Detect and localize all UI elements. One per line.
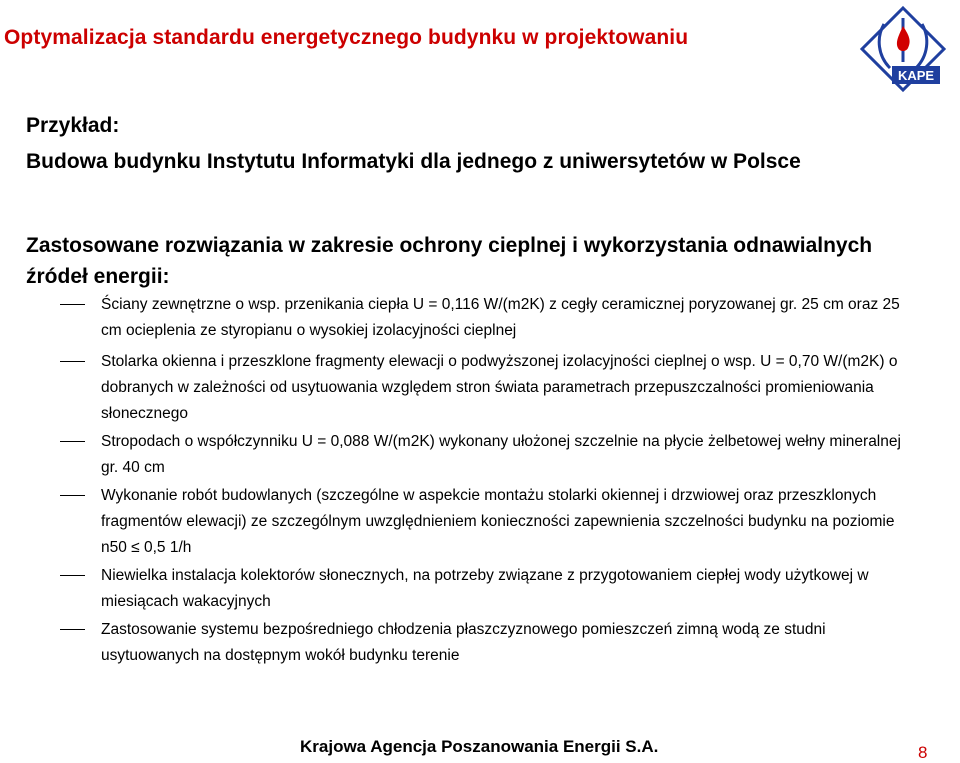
list-item-text: Wykonanie robót budowlanych (szczególne w aspekcie montażu stolarki okiennej i drzwiowej oraz przeszklonych fragmentów elewacji) ze szczególnym uwzględnieniem konieczności zapewnienia szczelności budynku na poziomie n50 ≤ 0,5 1/h bbox=[101, 487, 895, 556]
example-title: Budowa budynku Instytutu Informatyki dla jednego z uniwersytetów w Polsce bbox=[26, 150, 801, 173]
dash-marker bbox=[60, 575, 85, 576]
list-item-text: Stropodach o współczynniku U = 0,088 W/(m2K) wykonany ułożonej szczelnie na płycie żelbetowej wełny mineralnej gr. 40 cm bbox=[101, 433, 901, 476]
list-item-text: Niewielka instalacja kolektorów słonecznych, na potrzeby związane z przygotowaniem ciepłej wody użytkowej w miesiącach wakacyjnych bbox=[101, 567, 869, 610]
dash-marker bbox=[60, 629, 85, 630]
page-number: 8 bbox=[918, 743, 928, 762]
list-item-text: Ściany zewnętrzne o wsp. przenikania ciepła U = 0,116 W/(m2K) z cegły ceramicznej poryzowanej gr. 25 cm oraz 25 cm ocieplenia ze styropianu o wysokiej izolacyjności cieplnej bbox=[101, 296, 900, 339]
kape-logo bbox=[856, 4, 950, 96]
slide-title: Optymalizacja standardu energetycznego budynku w projektowaniu bbox=[4, 26, 689, 49]
dash-marker bbox=[60, 304, 85, 305]
section-title: Zastosowane rozwiązania w zakresie ochrony cieplnej i wykorzystania odnawialnych źródeł energii: bbox=[26, 234, 873, 288]
dash-marker bbox=[60, 361, 85, 362]
example-label: Przykład: bbox=[26, 114, 120, 137]
logo-text: KAPE bbox=[897, 68, 935, 83]
dash-marker bbox=[60, 495, 85, 496]
dash-marker bbox=[60, 441, 85, 442]
footer-organization: Krajowa Agencja Poszanowania Energii S.A. bbox=[300, 737, 659, 756]
list-item-text: Zastosowanie systemu bezpośredniego chłodzenia płaszczyznowego pomieszczeń zimną wodą ze studni usytuowanych na dostępnym wokół budynku terenie bbox=[101, 621, 826, 664]
list-item-text: Stolarka okienna i przeszklone fragmenty elewacji o podwyższonej izolacyjności cieplnej o wsp. U = 0,70 W/(m2K) o dobranych w zależności od usytuowania względem stron świata parametrach przepuszczalności promieniowania słonecznego bbox=[101, 353, 898, 422]
